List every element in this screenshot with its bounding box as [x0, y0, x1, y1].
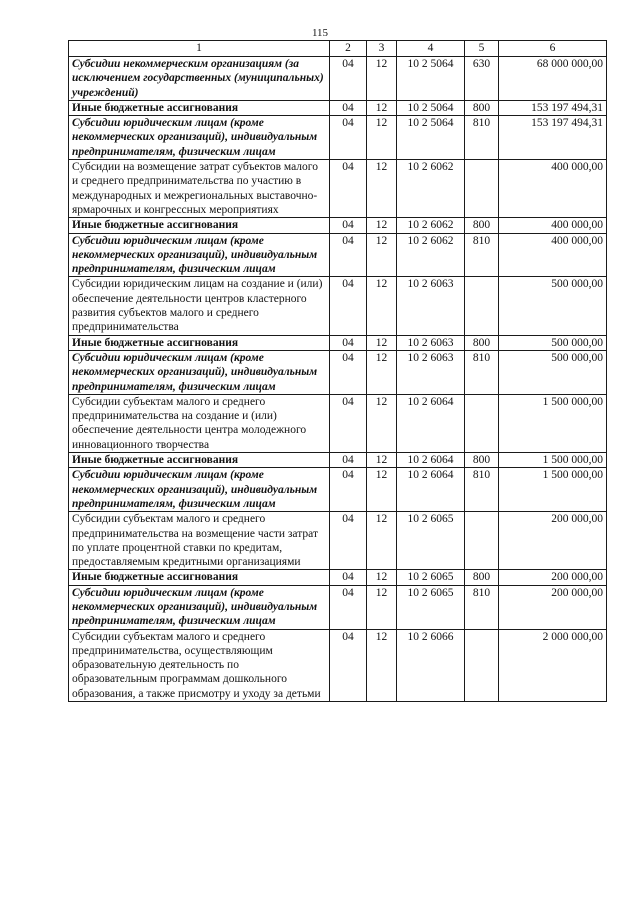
- section-code: 04: [330, 57, 367, 101]
- budget-item-name: Субсидии юридическим лицам (кроме некоммерческих организаций), индивидуальным предпринимателям, физическим лицам: [69, 350, 330, 394]
- budget-item-name: Иные бюджетные ассигнования: [69, 335, 330, 350]
- table-row: [69, 629, 607, 701]
- expense-type-code: [465, 160, 499, 218]
- amount: 1 500 000,00: [499, 453, 607, 468]
- budget-item-name: Субсидии юридическим лицам (кроме некоммерческих организаций), индивидуальным предпринимателям, физическим лицам: [69, 233, 330, 277]
- amount: 500 000,00: [499, 335, 607, 350]
- table-row: [69, 277, 607, 335]
- section-code: 04: [330, 160, 367, 218]
- header-cell-2: 2: [330, 41, 367, 57]
- target-article-code: 10 2 6063: [397, 350, 465, 394]
- amount: 200 000,00: [499, 570, 607, 585]
- budget-item-name: Субсидии некоммерческим организациям (за исключением государственных (муниципальных) учреждений): [69, 57, 330, 101]
- header-cell-4: 4: [397, 41, 465, 57]
- expense-type-code: [465, 277, 499, 335]
- budget-item-name: Субсидии юридическим лицам на создание и (или) обеспечение деятельности центров кластерного развития субъектов малого и среднего предпринимательства: [69, 277, 330, 335]
- expense-type-code: 800: [465, 218, 499, 233]
- section-code: 04: [330, 233, 367, 277]
- table-row: [69, 585, 607, 629]
- table-body: [69, 57, 607, 702]
- table-row: [69, 233, 607, 277]
- page-number: 115: [311, 27, 329, 39]
- subsection-code: 12: [367, 512, 397, 570]
- table-row: [69, 335, 607, 350]
- amount: 68 000 000,00: [499, 57, 607, 101]
- amount: 400 000,00: [499, 233, 607, 277]
- target-article-code: 10 2 6065: [397, 570, 465, 585]
- table-row: [69, 468, 607, 512]
- amount: 1 500 000,00: [499, 394, 607, 452]
- expense-type-code: 810: [465, 468, 499, 512]
- subsection-code: 12: [367, 335, 397, 350]
- expense-type-code: 800: [465, 335, 499, 350]
- header-cell-5: 5: [465, 41, 499, 57]
- amount: 400 000,00: [499, 218, 607, 233]
- table-row: [69, 57, 607, 101]
- subsection-code: 12: [367, 100, 397, 115]
- amount: 500 000,00: [499, 350, 607, 394]
- subsection-code: 12: [367, 453, 397, 468]
- section-code: 04: [330, 335, 367, 350]
- target-article-code: 10 2 5064: [397, 116, 465, 160]
- expense-type-code: 800: [465, 453, 499, 468]
- subsection-code: 12: [367, 468, 397, 512]
- expense-type-code: 810: [465, 585, 499, 629]
- section-code: 04: [330, 350, 367, 394]
- section-code: 04: [330, 394, 367, 452]
- amount: 2 000 000,00: [499, 629, 607, 701]
- target-article-code: 10 2 5064: [397, 100, 465, 115]
- amount: 200 000,00: [499, 585, 607, 629]
- target-article-code: 10 2 5064: [397, 57, 465, 101]
- header-cell-6: 6: [499, 41, 607, 57]
- target-article-code: 10 2 6064: [397, 453, 465, 468]
- subsection-code: 12: [367, 585, 397, 629]
- table-row: [69, 453, 607, 468]
- section-code: 04: [330, 100, 367, 115]
- budget-item-name: Иные бюджетные ассигнования: [69, 218, 330, 233]
- subsection-code: 12: [367, 160, 397, 218]
- section-code: 04: [330, 218, 367, 233]
- section-code: 04: [330, 585, 367, 629]
- target-article-code: 10 2 6063: [397, 335, 465, 350]
- section-code: 04: [330, 512, 367, 570]
- subsection-code: 12: [367, 629, 397, 701]
- expense-type-code: [465, 629, 499, 701]
- amount: 153 197 494,31: [499, 116, 607, 160]
- subsection-code: 12: [367, 218, 397, 233]
- budget-item-name: Иные бюджетные ассигнования: [69, 100, 330, 115]
- subsection-code: 12: [367, 116, 397, 160]
- expense-type-code: 630: [465, 57, 499, 101]
- target-article-code: 10 2 6064: [397, 394, 465, 452]
- target-article-code: 10 2 6062: [397, 218, 465, 233]
- budget-table: [68, 40, 607, 702]
- header-row: [69, 41, 607, 57]
- table-row: [69, 160, 607, 218]
- target-article-code: 10 2 6065: [397, 585, 465, 629]
- table-row: [69, 512, 607, 570]
- expense-type-code: [465, 394, 499, 452]
- section-code: 04: [330, 277, 367, 335]
- budget-item-name: Субсидии субъектам малого и среднего предпринимательства на возмещение части затрат по уплате процентной ставки по кредитам, предоставляемым кредитными организациями: [69, 512, 330, 570]
- subsection-code: 12: [367, 277, 397, 335]
- expense-type-code: [465, 512, 499, 570]
- budget-item-name: Субсидии субъектам малого и среднего предпринимательства на создание и (или) обеспечение деятельности центра молодежного инновационного творчества: [69, 394, 330, 452]
- amount: 153 197 494,31: [499, 100, 607, 115]
- expense-type-code: 810: [465, 350, 499, 394]
- budget-item-name: Субсидии юридическим лицам (кроме некоммерческих организаций), индивидуальным предпринимателям, физическим лицам: [69, 585, 330, 629]
- table-row: [69, 116, 607, 160]
- amount: 400 000,00: [499, 160, 607, 218]
- target-article-code: 10 2 6064: [397, 468, 465, 512]
- budget-item-name: Субсидии на возмещение затрат субъектов малого и среднего предпринимательства по участию в международных и межрегиональных выставочно-ярмарочных и конгрессных мероприятиях: [69, 160, 330, 218]
- subsection-code: 12: [367, 57, 397, 101]
- target-article-code: 10 2 6062: [397, 160, 465, 218]
- subsection-code: 12: [367, 570, 397, 585]
- target-article-code: 10 2 6066: [397, 629, 465, 701]
- table-row: [69, 350, 607, 394]
- header-cell-1: 1: [69, 41, 330, 57]
- section-code: 04: [330, 570, 367, 585]
- table-row: [69, 394, 607, 452]
- section-code: 04: [330, 629, 367, 701]
- expense-type-code: 810: [465, 233, 499, 277]
- budget-item-name: Субсидии юридическим лицам (кроме некоммерческих организаций), индивидуальным предпринимателям, физическим лицам: [69, 468, 330, 512]
- subsection-code: 12: [367, 350, 397, 394]
- section-code: 04: [330, 116, 367, 160]
- target-article-code: 10 2 6062: [397, 233, 465, 277]
- expense-type-code: 800: [465, 570, 499, 585]
- table-row: [69, 218, 607, 233]
- section-code: 04: [330, 468, 367, 512]
- header-cell-3: 3: [367, 41, 397, 57]
- expense-type-code: 810: [465, 116, 499, 160]
- table-row: [69, 100, 607, 115]
- budget-item-name: Иные бюджетные ассигнования: [69, 453, 330, 468]
- target-article-code: 10 2 6065: [397, 512, 465, 570]
- budget-item-name: Субсидии субъектам малого и среднего предпринимательства, осуществляющим образовательную деятельность по образовательным программам дошкольного образования, а также присмотру и уходу за детьми: [69, 629, 330, 701]
- table-row: [69, 570, 607, 585]
- amount: 500 000,00: [499, 277, 607, 335]
- expense-type-code: 800: [465, 100, 499, 115]
- budget-item-name: Иные бюджетные ассигнования: [69, 570, 330, 585]
- subsection-code: 12: [367, 394, 397, 452]
- target-article-code: 10 2 6063: [397, 277, 465, 335]
- amount: 200 000,00: [499, 512, 607, 570]
- budget-item-name: Субсидии юридическим лицам (кроме некоммерческих организаций), индивидуальным предпринимателям, физическим лицам: [69, 116, 330, 160]
- subsection-code: 12: [367, 233, 397, 277]
- section-code: 04: [330, 453, 367, 468]
- amount: 1 500 000,00: [499, 468, 607, 512]
